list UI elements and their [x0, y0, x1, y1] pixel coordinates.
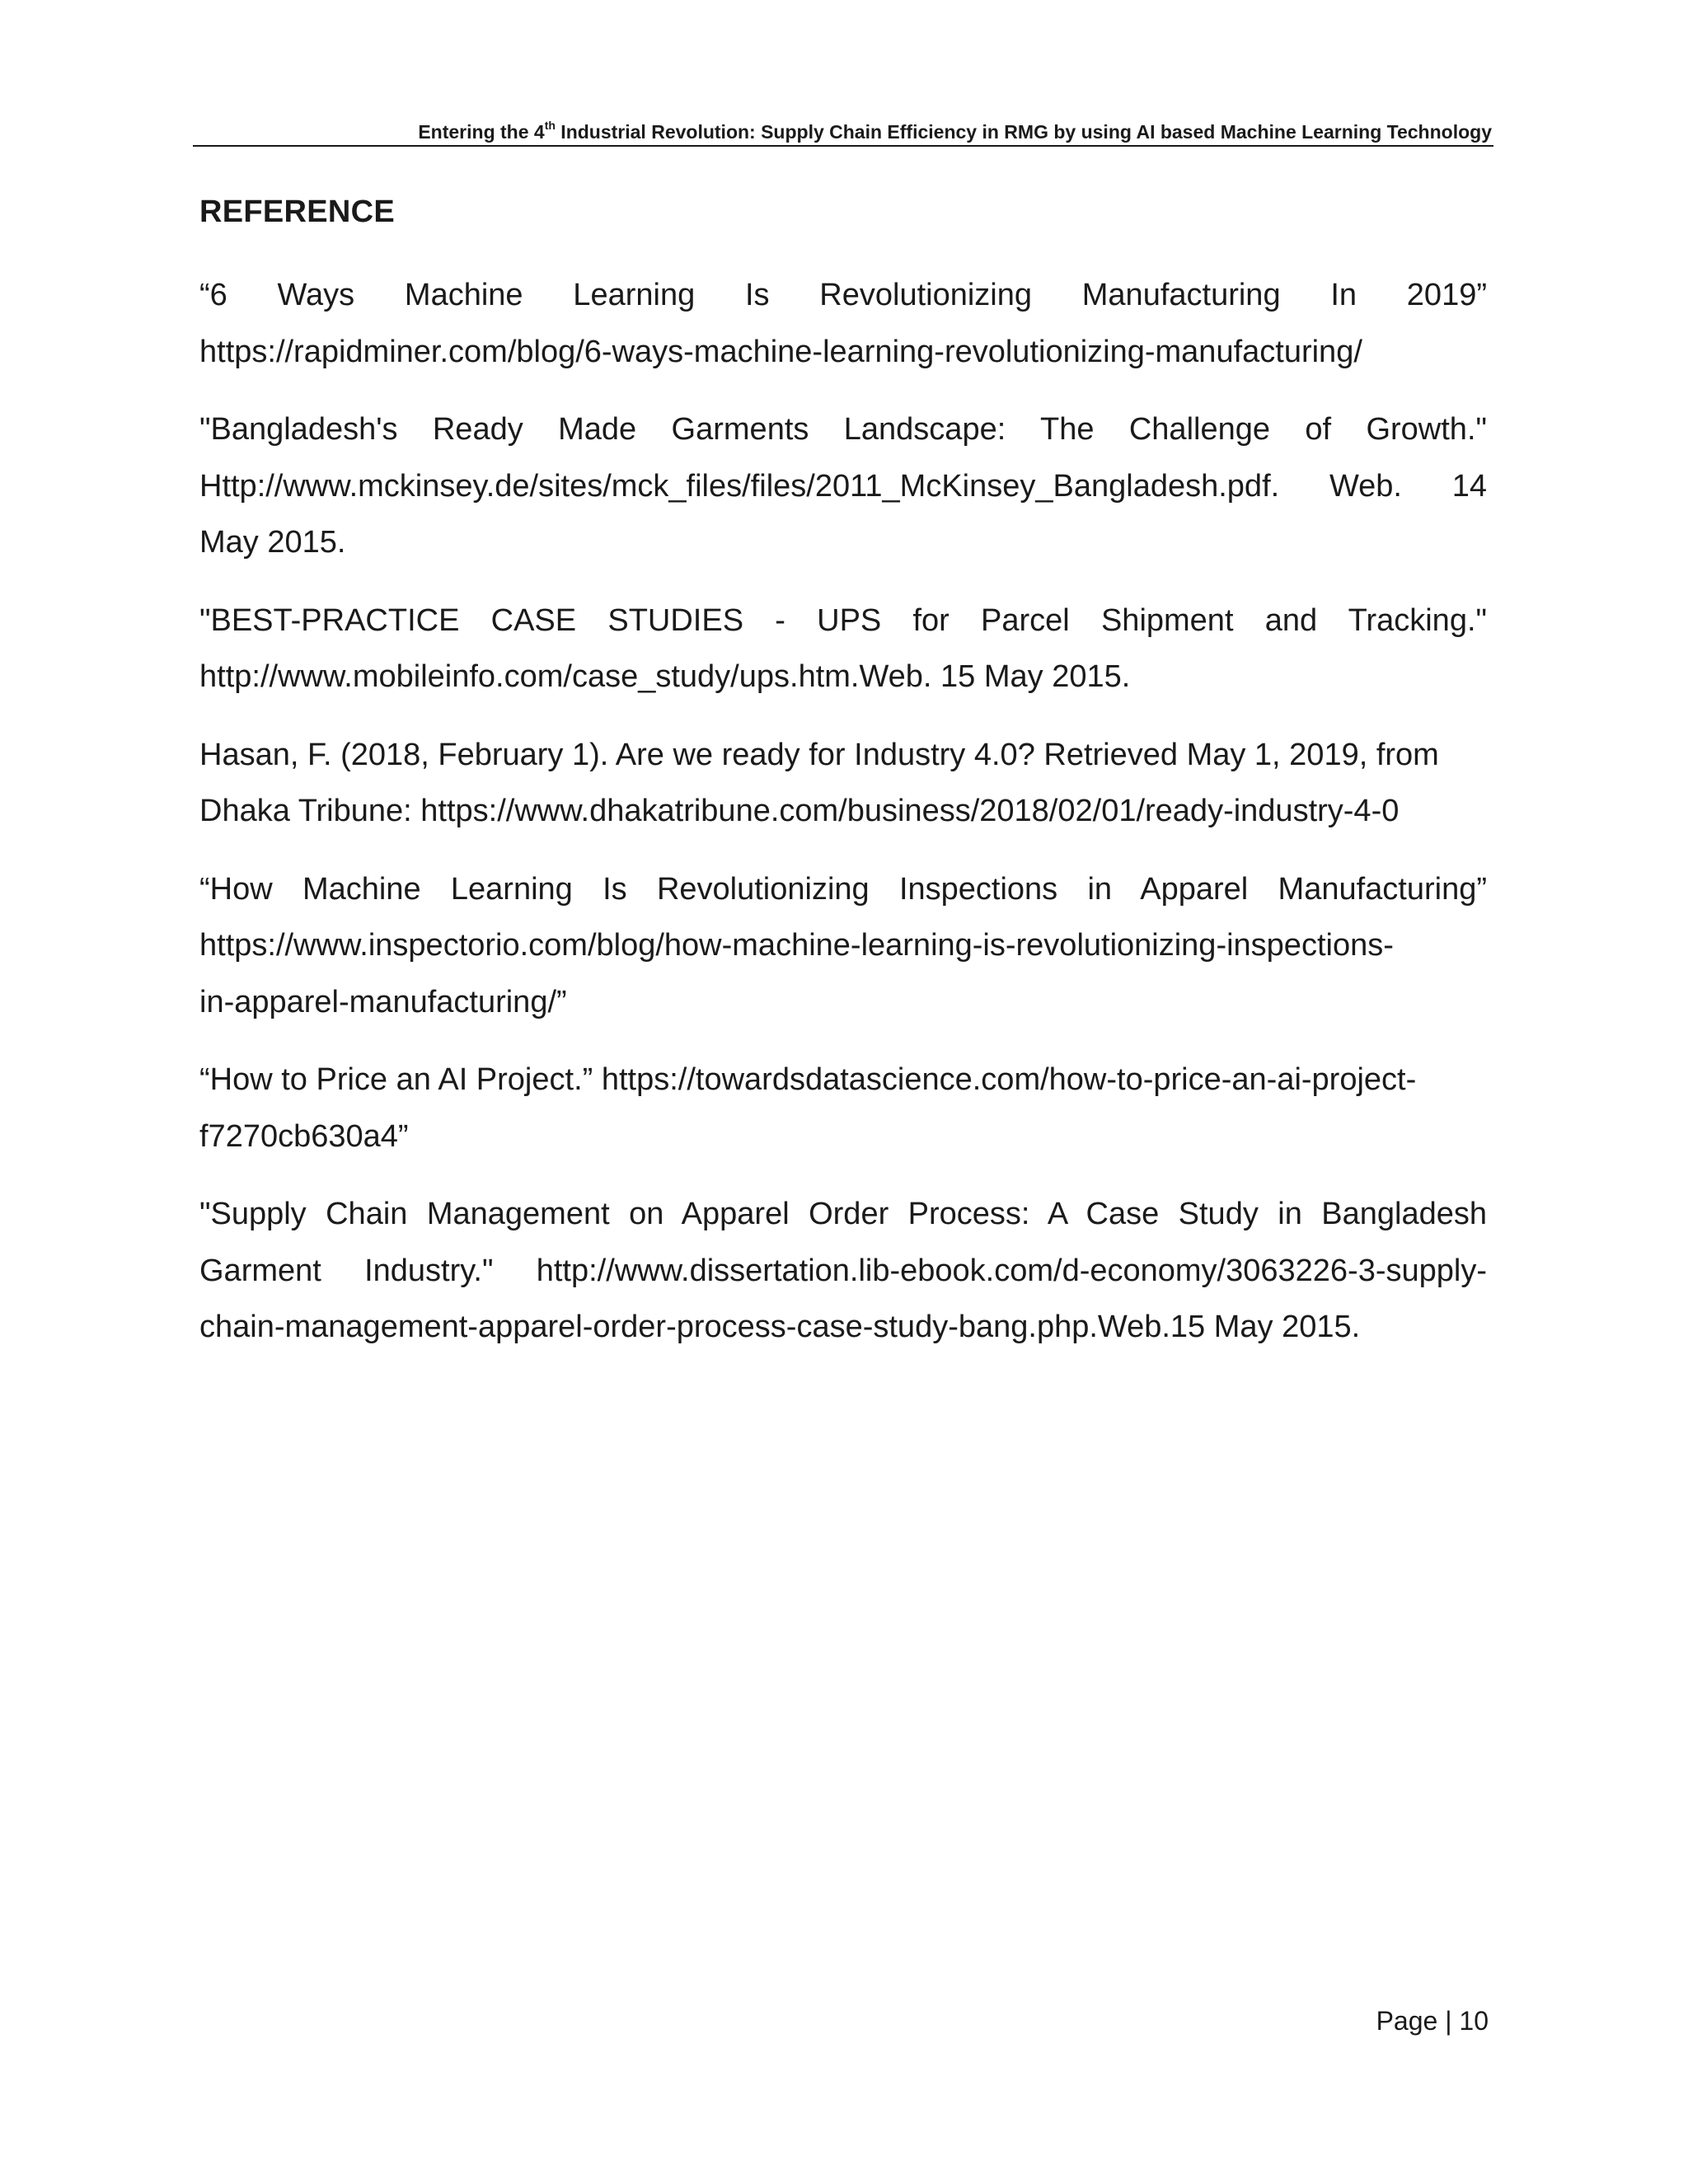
- reference-entry-line: Dhaka Tribune: https://www.dhakatribune.com/business/2018/02/01/ready-industry-4-0: [199, 794, 1400, 828]
- running-header: [195, 115, 1492, 148]
- reference-entry-3: [199, 593, 1487, 705]
- reference-entry-line: f7270cb630a4”: [199, 1118, 409, 1154]
- reference-entry-4: [199, 727, 1487, 840]
- reference-entry-line: "Bangladesh's Ready Made Garments Landscape: The Challenge of Growth.": [199, 412, 1487, 447]
- reference-entry-line: "BEST-PRACTICE CASE STUDIES - UPS for Parcel Shipment and Tracking.": [199, 602, 1487, 638]
- header-title-superscript: th: [544, 119, 556, 133]
- reference-entry-line: https://www.inspectorio.com/blog/how-machine-learning-is-revolutionizing-inspections-: [199, 928, 1394, 963]
- reference-entry-6: [199, 1052, 1487, 1165]
- header-title-start: Entering the 4: [418, 121, 545, 143]
- reference-entry-line: “How Machine Learning Is Revolutionizing Inspections in Apparel Manufacturing”: [199, 871, 1487, 907]
- reference-entry-line: “How to Price an AI Project.” https://towardsdatascience.com/how-to-price-an-ai-project-: [199, 1062, 1417, 1097]
- reference-entry-line: in-apparel-manufacturing/”: [199, 984, 567, 1019]
- header-title-end: Industrial Revolution: Supply Chain Efficiency in RMG by using AI based Machine Learning Technology: [555, 121, 1492, 143]
- header-rule: [193, 145, 1493, 147]
- reference-list: [199, 267, 1487, 1377]
- reference-heading: REFERENCE: [199, 194, 396, 229]
- reference-entry-line: Http://www.mckinsey.de/sites/mck_files/files/2011_McKinsey_Bangladesh.pdf. Web. 14: [199, 468, 1487, 504]
- reference-entry-2: [199, 401, 1487, 571]
- reference-entry-line: May 2015.: [199, 525, 346, 560]
- reference-entry-line: Hasan, F. (2018, February 1). Are we ready for Industry 4.0? Retrieved May 1, 2019, from: [199, 737, 1439, 772]
- reference-entry-line: https://rapidminer.com/blog/6-ways-machine-learning-revolutionizing-manufacturing/: [199, 334, 1362, 369]
- reference-entry-line: Garment Industry." http://www.dissertation.lib-ebook.com/d-economy/3063226-3-supply-: [199, 1253, 1487, 1288]
- reference-entry-line: http://www.mobileinfo.com/case_study/ups.htm.Web. 15 May 2015.: [199, 659, 1131, 694]
- reference-entry-line: “6 Ways Machine Learning Is Revolutionizing Manufacturing In 2019”: [199, 278, 1487, 312]
- reference-entry-1: [199, 267, 1487, 380]
- reference-entry-line: "Supply Chain Management on Apparel Order Process: A Case Study in Bangladesh: [199, 1197, 1487, 1231]
- reference-entry-5: [199, 861, 1487, 1031]
- reference-entry-7: [199, 1186, 1487, 1356]
- page-number: Page | 10: [1376, 2006, 1489, 2036]
- reference-entry-line: chain-management-apparel-order-process-case-study-bang.php.Web.15 May 2015.: [199, 1310, 1361, 1344]
